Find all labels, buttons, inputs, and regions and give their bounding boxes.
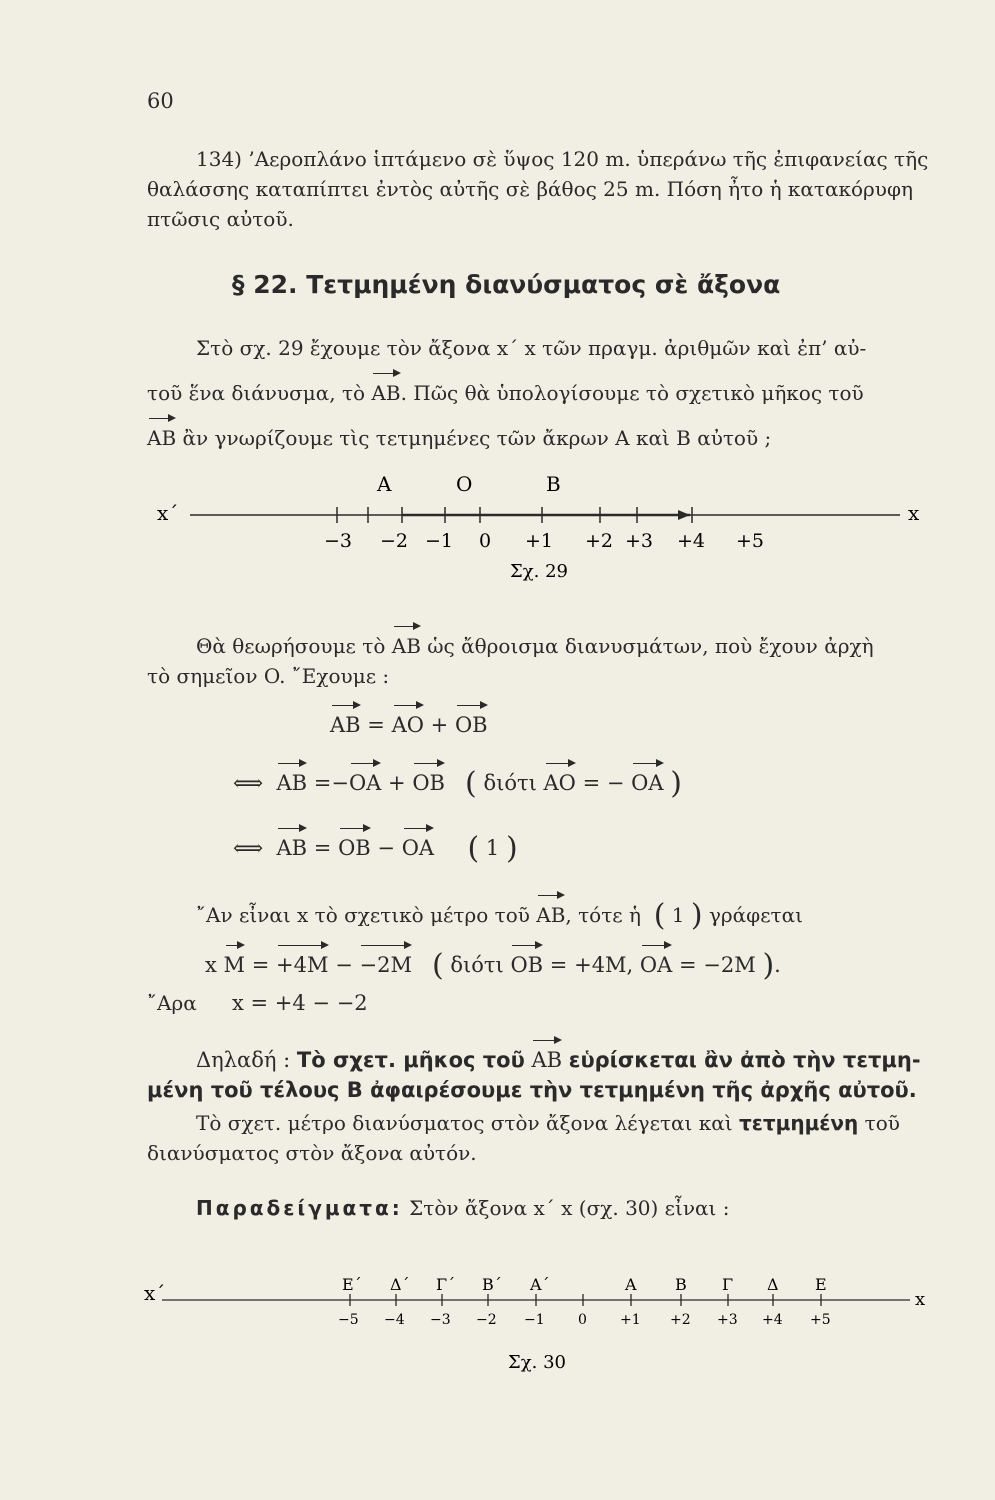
vector-ab: AB (371, 381, 401, 405)
page-number: 60 (147, 89, 174, 113)
fig29-point-b: B (546, 472, 561, 496)
fig30-upper-label: Δ (767, 1275, 779, 1294)
fig30-tick-label: +3 (717, 1312, 738, 1328)
fig30-upper-label: E (815, 1275, 827, 1294)
fig30-tick-label: 0 (578, 1312, 587, 1328)
equation-3: ⟺ AB = OB − OA ( 1 ) (233, 831, 518, 866)
fig30-tick-label: −2 (476, 1312, 497, 1328)
fig29-tick-label: +3 (625, 530, 654, 552)
rule-line2: μένη τοῦ τέλους B ἀφαιρέσουμε τὴν τετμημένη τῆς ἀρχῆς αὐτοῦ. (147, 1078, 917, 1102)
equation-label: 1 (485, 836, 500, 860)
fig29-tick-label: +4 (677, 530, 706, 552)
fig29-tick-label: −3 (324, 530, 353, 552)
fig30-tick-label: +5 (810, 1312, 831, 1328)
fig30-upper-label: Γ΄ (436, 1275, 456, 1294)
equation-1: AB = AO + OB (330, 713, 488, 737)
exercise-134-line1: 134) ’Αεροπλάνο ἱπτάμενο σὲ ὕψος 120 m. ὑπεράνω τῆς ἐπιφανείας τῆς (196, 147, 929, 171)
exercise-134-line2: θαλάσσης καταπίπτει ἐντὸς αὐτῆς σὲ βάθος 25 m. Πόση ἦτο ἡ κατακόρυφη (147, 177, 913, 201)
fig29-point-a: A (377, 472, 392, 496)
measure-line: ῎Αν εἶναι x τὸ σχετικὸ μέτρο τοῦ AB, τότε ἡ ( 1 ) γράφεται (196, 898, 803, 933)
fig29-right-label: x (908, 501, 920, 525)
sum-text-line2: τὸ σημεῖον O. ῎Εχουμε : (147, 664, 390, 688)
fig30-upper-label: B (675, 1275, 687, 1294)
fig29-tick-label: 0 (479, 530, 492, 552)
fig30-upper-label: B΄ (482, 1275, 502, 1294)
exercise-134-line3: πτῶσις αὐτοῦ. (147, 207, 294, 231)
intro-line2: τοῦ ἕνα διάνυσμα, τὸ AB. Πῶς θὰ ὑπολογίσουμε τὸ σχετικὸ μῆκος τοῦ (147, 381, 864, 405)
fig29-tick-label: −2 (380, 530, 409, 552)
examples-line: Παραδείγματα: Στὸν ἄξονα x΄ x (σχ. 30) εἶναι : (196, 1196, 730, 1220)
measure-def-line1: Τὸ σχετ. μέτρο διανύσματος στὸν ἄξονα λέγεται καὶ τετμημένη τοῦ (196, 1111, 900, 1135)
fig30-left-label: x΄ (144, 1281, 166, 1305)
ara-expression: x = +4 − −2 (232, 991, 368, 1015)
fig29-vector-arrowhead (678, 510, 690, 520)
fig30-tick-label: −3 (430, 1312, 451, 1328)
fig30-tick-label: +2 (670, 1312, 691, 1328)
fig29-tick-label: −1 (425, 530, 454, 552)
equivalence-arrow: ⟺ (233, 771, 264, 795)
fig30-tick-label: +4 (762, 1312, 783, 1328)
fig30-caption: Σχ. 30 (508, 1352, 566, 1373)
fig30-tick-label: −5 (338, 1312, 359, 1328)
fig30-tick-label: +1 (620, 1312, 641, 1328)
fig30-tick-label: −4 (384, 1312, 405, 1328)
intro-line3: AB ἂν γνωρίζουμε τὶς τετμημένες τῶν ἄκρων A καὶ B αὐτοῦ ; (147, 426, 772, 450)
fig30-upper-label: Δ΄ (390, 1275, 410, 1294)
fig30-upper-label: A (625, 1275, 637, 1294)
fig30-tick-label: −1 (524, 1312, 545, 1328)
intro-line1: Στὸ σχ. 29 ἔχουμε τὸν ἄξονα x΄ x τῶν πραγμ. ἀριθμῶν καὶ ἐπ’ αὐ- (196, 336, 867, 360)
ara-word: ῎Αρα (147, 991, 197, 1015)
fig29-caption: Σχ. 29 (510, 561, 568, 582)
fig30-upper-label: A΄ (530, 1275, 550, 1294)
equation-2: ⟺ AB =−OA + OB ( διότι AO = − OA ) (233, 766, 682, 801)
fig29-tick-label: +5 (736, 530, 765, 552)
fig29-tick-label: +2 (585, 530, 614, 552)
figure-29 (140, 465, 940, 585)
fig29-left-label: x΄ (157, 501, 179, 525)
equivalence-arrow: ⟺ (233, 836, 264, 860)
fig29-tick-label: +1 (525, 530, 554, 552)
fig30-upper-label: Γ (722, 1275, 734, 1294)
fig29-point-o: O (456, 472, 473, 496)
fig30-right-label: x (915, 1289, 926, 1310)
sum-text-line1: Θὰ θεωρήσουμε τὸ AB ὡς ἄθροισμα διανυσμάτων, ποὺ ἔχουν ἀρχὴ (196, 634, 874, 658)
vector-ab: AB (391, 634, 421, 658)
vector-ab: AB (147, 426, 177, 450)
fig30-upper-label: E΄ (342, 1275, 362, 1294)
rule-line1: Δηλαδή : Τὸ σχετ. μῆκος τοῦ AB εὑρίσκεται ἂν ἀπὸ τὴν τετμη- (196, 1048, 921, 1072)
section-title: § 22. Τετμημένη διανύσματος σὲ ἄξονα (232, 270, 781, 299)
figure-30 (140, 1270, 940, 1400)
equation-4: x M = +4M − −2M ( διότι OB = +4M, OA = −2M ). (205, 948, 781, 983)
measure-def-line2: διανύσματος στὸν ἄξονα αὐτόν. (147, 1141, 477, 1165)
